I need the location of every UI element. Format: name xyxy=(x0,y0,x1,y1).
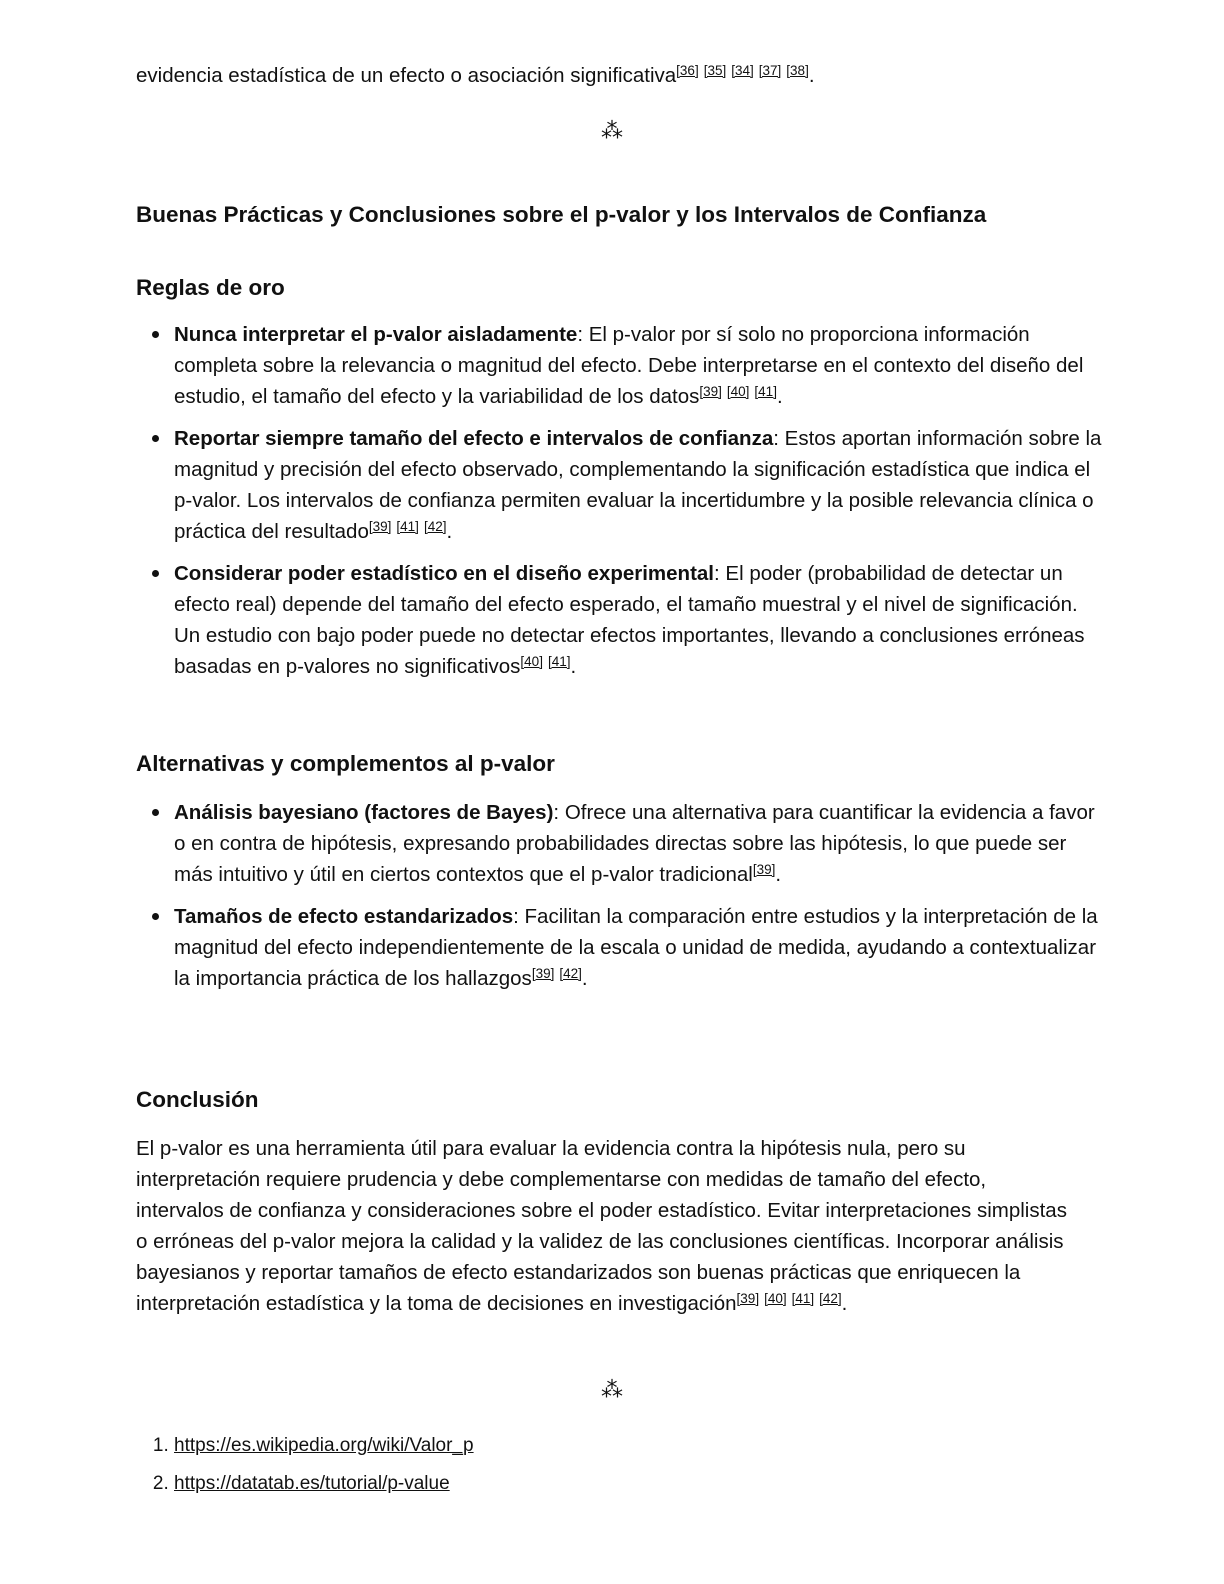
citation-link[interactable]: [41] xyxy=(396,519,419,534)
citation-group xyxy=(369,519,447,534)
item-text: : El poder (probabilidad de detectar un efecto real) depende del tamaño del efecto esperado, el tamaño muestral y el nivel de significación. Un estudio con bajo poder puede no detectar efectos importantes, llevando a conclusiones erróneas basadas en p-valores no significativos xyxy=(174,562,1085,678)
item-title: Análisis bayesiano (factores de Bayes) xyxy=(174,801,554,824)
citation-link[interactable]: [40] xyxy=(726,384,750,399)
item-text: : El p-valor por sí solo no proporciona información completa sobre la relevancia o magnitud del efecto. Debe interpretarse en el contexto del diseño del estudio, el tamaño del efecto y la variabilidad de los datos xyxy=(174,323,1084,408)
golden-rules-heading: Reglas de oro xyxy=(136,275,285,300)
citation-group xyxy=(520,654,570,669)
citation-link[interactable]: [42] xyxy=(423,519,447,534)
footnote-item xyxy=(174,1433,474,1459)
list-item xyxy=(174,319,1109,412)
citation-link[interactable]: [41] xyxy=(547,654,571,669)
item-title: Reportar siempre tamaño del efecto e intervalos de confianza xyxy=(174,427,774,450)
citation-link[interactable]: [42] xyxy=(559,966,582,981)
citation-link[interactable]: [39] xyxy=(531,966,555,981)
citation-link[interactable]: [36] xyxy=(676,63,699,78)
citation-group xyxy=(699,384,777,399)
item-title: Tamaños de efecto estandarizados xyxy=(174,905,514,928)
footnote-item xyxy=(174,1471,474,1497)
citation-link[interactable]: [39] xyxy=(368,519,392,534)
golden-rules-list xyxy=(136,319,1109,693)
citation-link[interactable]: [42] xyxy=(819,1291,842,1306)
citation-link[interactable]: [40] xyxy=(520,654,543,669)
citation-link[interactable]: [40] xyxy=(764,1291,787,1306)
alternatives-list xyxy=(136,797,1109,1005)
conclusion-end: . xyxy=(841,1292,848,1315)
citation-link[interactable]: [39] xyxy=(752,862,776,877)
citation-group xyxy=(737,1291,842,1306)
footnote-link[interactable]: https://es.wikipedia.org/wiki/Valor_p xyxy=(174,1435,474,1456)
intro-text: evidencia estadística de un efecto o asociación significativa xyxy=(136,64,677,87)
citation-link[interactable]: [37] xyxy=(758,63,782,78)
alternatives-heading: Alternativas y complementos al p-valor xyxy=(136,751,555,776)
item-end: . xyxy=(776,385,783,408)
citation-link[interactable]: [41] xyxy=(754,384,777,399)
item-title: Nunca interpretar el p-valor aisladamente xyxy=(174,323,578,346)
citation-group xyxy=(676,63,809,78)
list-item xyxy=(174,558,1109,682)
list-item xyxy=(174,797,1109,890)
item-text: : Estos aportan información sobre la magnitud y precisión del efecto observado, complementando la significación estadística que indica el p-valor. Los intervalos de confianza permiten evaluar la incertidumbre y la posible relevancia clínica o práctica del resultado xyxy=(174,427,1102,543)
item-text: : Ofrece una alternativa para cuantificar la evidencia a favor o en contra de hipótesis, expresando probabilidades directas sobre las hipótesis, lo que puede ser más intuitivo y útil en ciertos contextos que el p-valor tradicional xyxy=(174,801,1095,886)
item-text: : Facilitan la comparación entre estudios y la interpretación de la magnitud del efecto independientemente de la escala o unidad de medida, ayudando a contextualizar la importancia práctica de los hallazgos xyxy=(174,905,1098,990)
citation-link[interactable]: [41] xyxy=(791,1291,815,1306)
item-end: . xyxy=(446,520,453,543)
conclusion-text: El p-valor es una herramienta útil para evaluar la evidencia contra la hipótesis nula, pero su interpretación requiere prudencia y debe complementarse con medidas de tamaño del efecto, intervalos de confianza y consideraciones sobre el poder estadístico. Evitar interpretaciones simplistas o erróneas del p-valor mejora la calidad y la validez de las conclusiones científicas. Incorporar análisis bayesianos y reportar tamaños de efecto estandarizados son buenas prácticas que enriquecen la interpretación estadística y la toma de decisiones en investigación xyxy=(136,1137,1067,1315)
footnote-link[interactable]: https://datatab.es/tutorial/p-value xyxy=(174,1473,450,1494)
footnotes-list xyxy=(136,1433,474,1509)
item-end: . xyxy=(570,655,577,678)
section-separator: ⁂ xyxy=(601,118,623,143)
citation-link[interactable]: [39] xyxy=(736,1291,760,1306)
intro-end: . xyxy=(808,64,815,87)
citation-group xyxy=(532,966,582,981)
section-separator: ⁂ xyxy=(601,1377,623,1402)
citation-link[interactable]: [34] xyxy=(731,63,754,78)
citation-group xyxy=(753,862,776,877)
main-heading: Buenas Prácticas y Conclusiones sobre el p-valor y los Intervalos de Confianza xyxy=(136,202,987,227)
citation-link[interactable]: [39] xyxy=(699,384,722,399)
item-title: Considerar poder estadístico en el diseño experimental xyxy=(174,562,714,585)
citation-link[interactable]: [38] xyxy=(786,63,809,78)
citation-link[interactable]: [35] xyxy=(703,63,727,78)
list-item xyxy=(174,901,1109,994)
conclusion-paragraph xyxy=(136,1133,1071,1319)
item-end: . xyxy=(775,863,782,886)
item-end: . xyxy=(581,967,588,990)
conclusion-heading: Conclusión xyxy=(136,1087,259,1112)
list-item xyxy=(174,423,1109,547)
intro-paragraph xyxy=(136,60,1071,91)
